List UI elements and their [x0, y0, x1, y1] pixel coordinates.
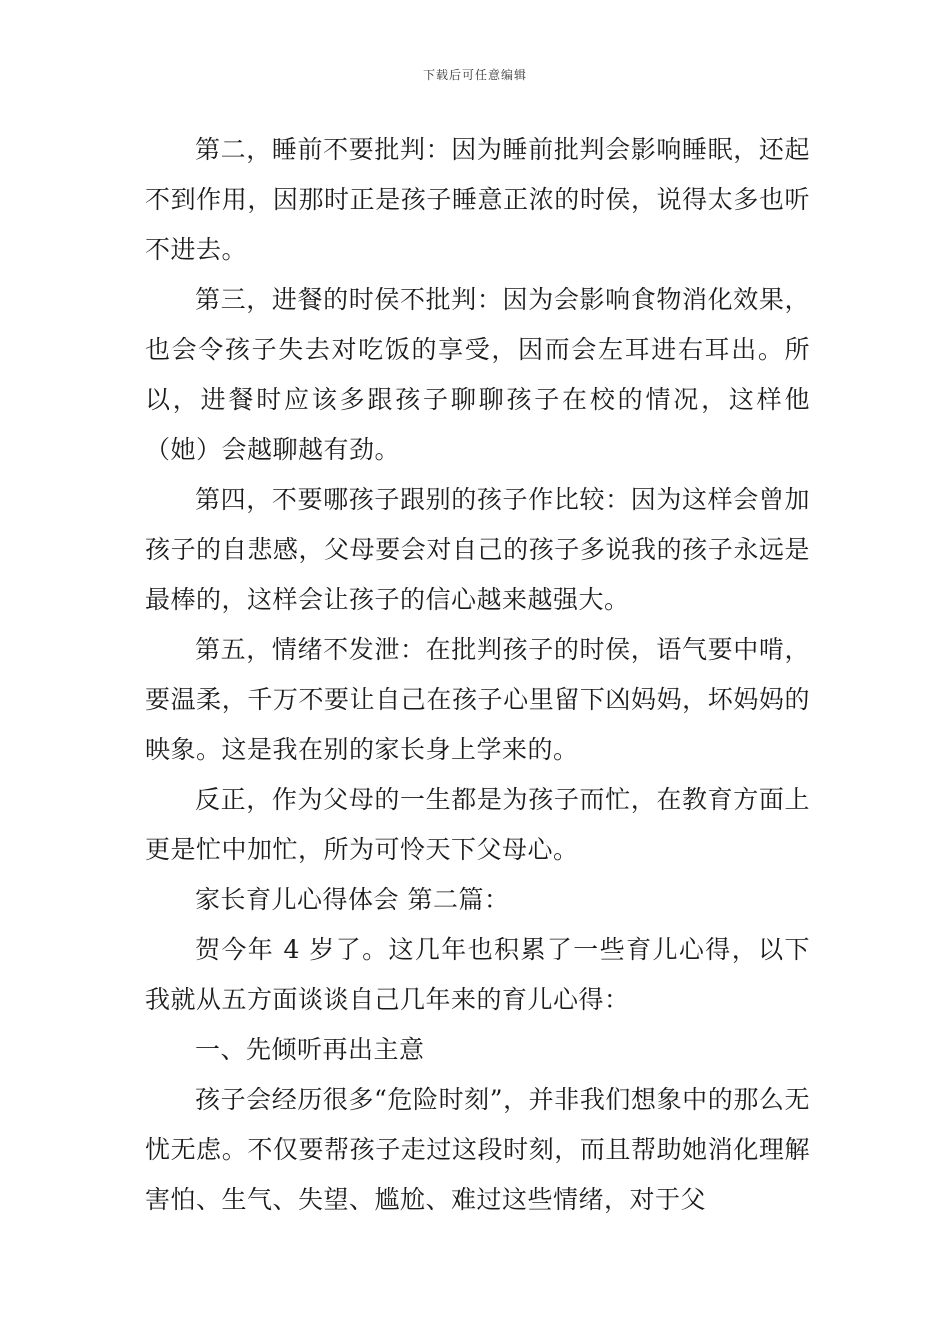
document-body: [145, 125, 810, 1225]
paragraph-danger-moments: 孩子会经历很多“危险时刻”，并非我们想象中的那么无忧无虑。不仅要帮孩子走过这段时刻，而且帮助她消化理解害怕、生气、失望、尴尬、难过这些情绪，对于父: [145, 1085, 810, 1214]
paragraph-intro: 贺今年 4 岁了。这几年也积累了一些育儿心得，以下我就从五方面谈谈自己几年来的育儿心得：: [145, 935, 810, 1014]
paragraph-bedtime: 第二，睡前不要批判：因为睡前批判会影响睡眠，还起不到作用，因那时正是孩子睡意正浓的时侯，说得太多也听不进去。: [145, 135, 810, 264]
paragraph-mealtime: 第三，进餐的时侯不批判：因为会影响食物消化效果，也会令孩子失去对吃饭的享受，因而会左耳进右耳出。所以，进餐时应该多跟孩子聊聊孩子在校的情况，这样他（她）会越聊越有劲。: [145, 285, 810, 464]
paragraph-conclusion: 反正，作为父母的一生都是为孩子而忙，在教育方面上更是忙中加忙，所为可怜天下父母心。: [145, 785, 810, 864]
paragraph-emotions: 第五，情绪不发泄：在批判孩子的时侯，语气要中啃，要温柔，千万不要让自己在孩子心里留下凶妈妈，坏妈妈的映象。这是我在别的家长身上学来的。: [145, 635, 810, 764]
paragraph-comparison: 第四，不要哪孩子跟别的孩子作比较：因为这样会曾加孩子的自悲感，父母要会对自己的孩子多说我的孩子永远是最棒的，这样会让孩子的信心越来越强大。: [145, 485, 810, 614]
page-header-note: 下载后可任意编辑: [422, 68, 527, 82]
section-heading-listen-first: 一、先倾听再出主意: [195, 1035, 425, 1064]
section-title-part-two: 家长育儿心得体会 第二篇：: [195, 885, 510, 914]
